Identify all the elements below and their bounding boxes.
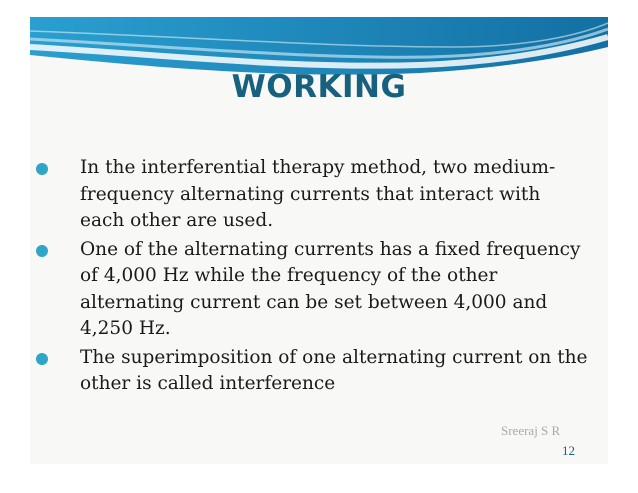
- bullet-text: In the interferential therapy method, two medium-frequency alternating currents that interact with each other are used.: [80, 157, 556, 231]
- slide: [30, 17, 608, 464]
- bullet-item: [30, 345, 590, 398]
- bullet-text: One of the alternating currents has a fixed frequency of 4,000 Hz while the frequency of the other alternating current can be set between 4,000 and 4,250 Hz.: [80, 238, 581, 339]
- page-number: 12: [562, 443, 575, 458]
- bullet-text: The superimposition of one alternating current on the other is called interference: [80, 346, 588, 394]
- bullet-icon: [36, 245, 48, 257]
- bullet-list: [30, 155, 590, 400]
- bullet-item: [30, 155, 590, 235]
- bullet-icon: [36, 353, 48, 365]
- bullet-icon: [36, 163, 48, 175]
- slide-title: WORKING: [231, 69, 407, 105]
- author-label: Sreeraj S R: [501, 423, 561, 438]
- bullet-item: [30, 237, 590, 343]
